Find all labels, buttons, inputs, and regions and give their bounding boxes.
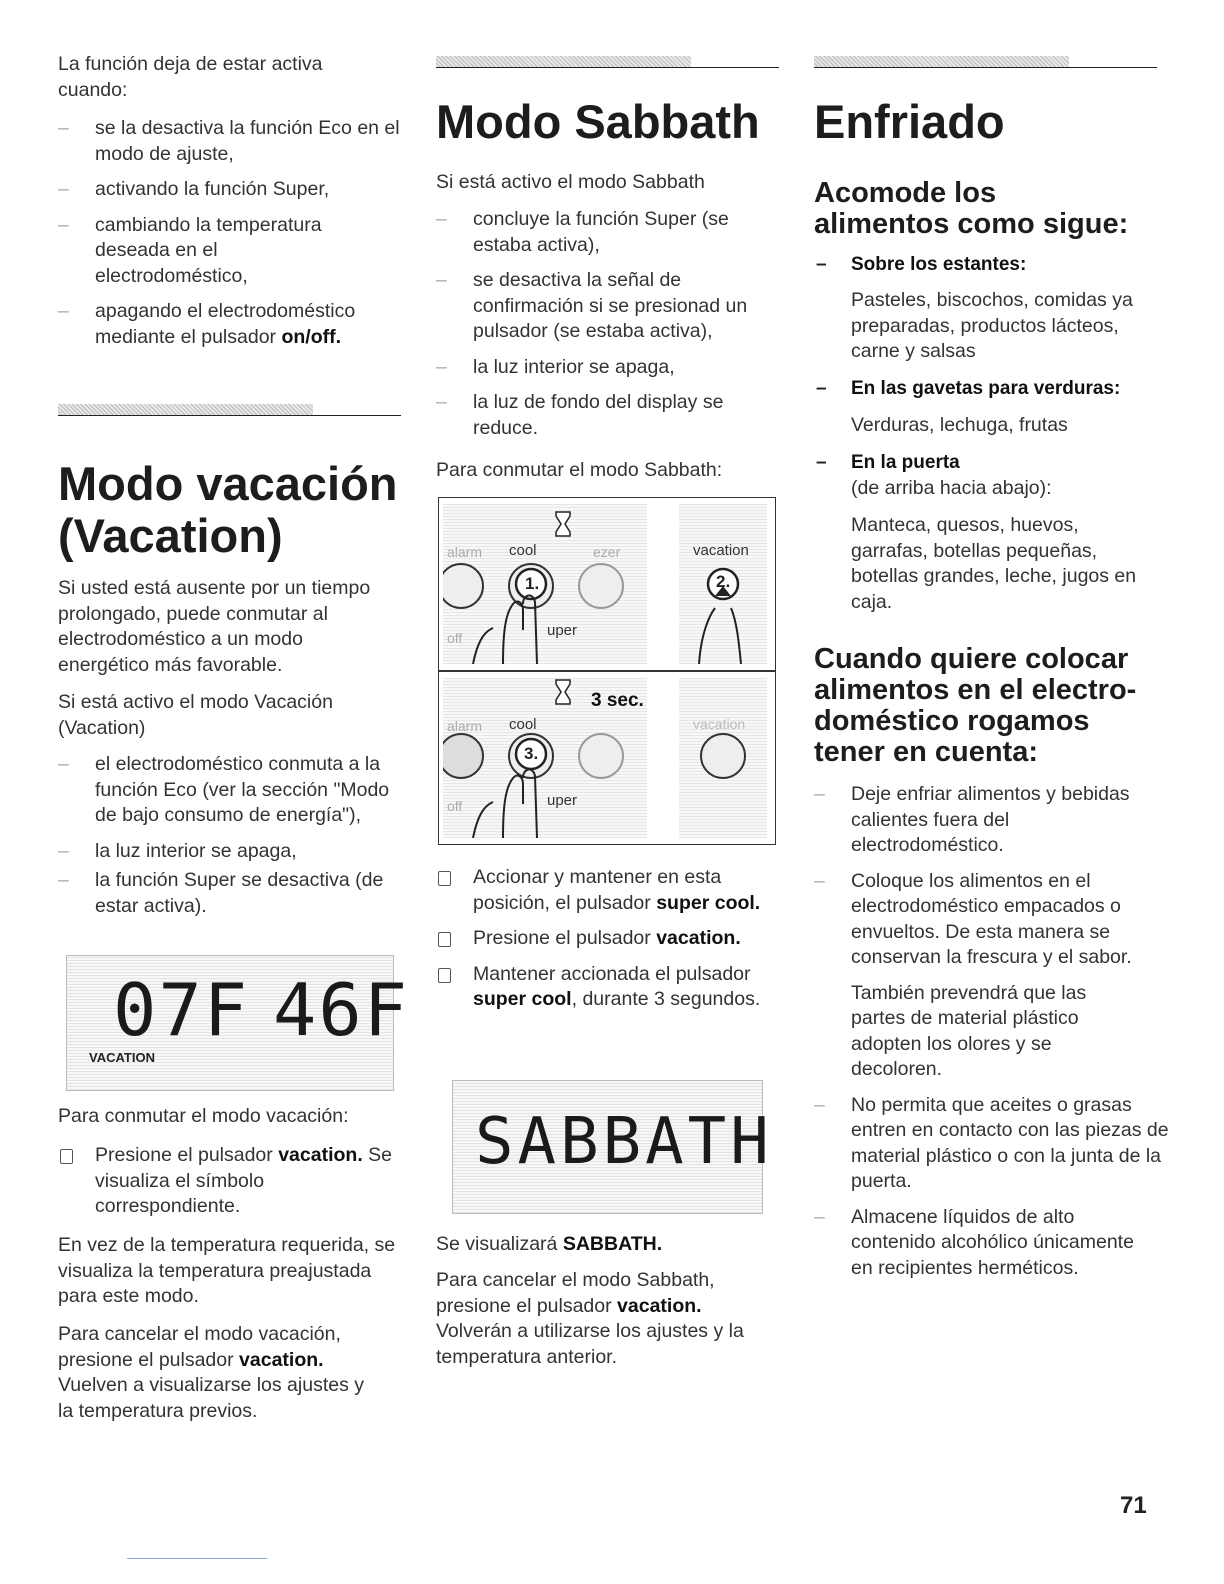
label-super: uper <box>547 622 578 639</box>
cancel-text: Para cancelar el modo vacación, presione el pulsador vacation. Vuelven a visualizarse los ajustes y la temperatura previos. <box>58 1323 365 1422</box>
list-item: – la luz interior se apaga, <box>58 839 297 862</box>
list-item: – la función Super se desactiva (de estar activa). <box>58 869 384 917</box>
drawers-text: Verduras, lechuga, frutas <box>851 414 1068 436</box>
shelves-text: Pasteles, biscochos, comidas ya preparadas, productos lácteos, carne y salsas <box>851 289 1133 362</box>
hand-press-icon <box>443 504 647 664</box>
vacation-list <box>58 752 403 919</box>
list-item: – Coloque los alimentos en el electrodoméstico empacados o envueltos. De esta manera se conservan la frescura y el sabor. <box>814 869 1132 968</box>
shown-text: Se visualizará SABBATH. <box>436 1233 663 1255</box>
step-2-label: 2. <box>716 572 731 591</box>
label-alarm: alarm <box>447 544 483 560</box>
deactivation-list <box>58 116 403 350</box>
vacation-heading: Modo vacación (Vacation) <box>58 457 398 562</box>
panel-right-top <box>679 504 767 664</box>
sabbath-list <box>436 207 781 441</box>
step-item: Accionar y mantener en esta posición, el pulsador super cool. <box>436 865 773 916</box>
display-temp-freezer: 07F <box>113 968 250 1052</box>
sabbath-display <box>452 1080 773 1214</box>
sabbath-active: Si está activo el modo Sabbath <box>436 171 705 193</box>
label-alarm: alarm <box>447 718 483 734</box>
list-item: – Almacene líquidos de alto contenido alcohólico únicamente en recipientes herméticos. <box>814 1205 1134 1279</box>
display-vacation-label: VACATION <box>89 1050 155 1065</box>
label-vacation: vacation <box>693 716 746 732</box>
sabbath-heading: Modo Sabbath <box>436 95 760 148</box>
list-item: – se desactiva la señal de confirmación si se presionad un pulsador (se estaba activa), <box>436 269 748 342</box>
list-item: – cambiando la temperatura deseada en el electrodoméstico, <box>58 213 322 287</box>
step-item: Mantener accionada el pulsador super cool, durante 3 segundos. <box>436 962 783 1013</box>
arrange-heading: Acomode los alimentos como sigue: <box>814 177 1129 240</box>
panel-left-top <box>443 504 647 664</box>
list-item: – se la desactiva la función Eco en el modo de ajuste, <box>58 117 400 165</box>
list-item: – el electrodoméstico conmuta a la función Eco (ver la sección "Modo de bajo consumo de energía"), <box>58 753 390 826</box>
step-item: Presione el pulsador vacation. Se visualiza el símbolo correspondiente. <box>58 1143 405 1220</box>
list-item: – Deje enfriar alimentos y bebidas calientes fuera del electrodoméstico. <box>814 783 1130 856</box>
door-title: – En la puerta <box>816 452 960 473</box>
panel-left-bottom <box>443 678 647 838</box>
section-rule <box>814 56 1157 70</box>
label-cool: cool <box>509 716 537 733</box>
footer-line <box>127 1558 267 1559</box>
switch-label: Para conmutar el modo vacación: <box>58 1105 349 1127</box>
shelves-title: – Sobre los estantes: <box>816 254 1027 275</box>
door-note: (de arriba hacia abajo): <box>851 477 1052 499</box>
step-1-label: 1. <box>525 574 540 593</box>
drawers-title: – En las gavetas para verduras: <box>816 378 1121 399</box>
list-item: – activando la función Super, <box>58 178 330 200</box>
sabbath-switch-label: Para conmutar el modo Sabbath: <box>436 459 723 481</box>
sabbath-figure <box>438 497 776 845</box>
door-text: Manteca, quesos, huevos, garrafas, botellas pequeñas, botellas grandes, leche, jugos en caja. <box>851 514 1137 613</box>
list-item: – apagando el electrodoméstico mediante el pulsador on/off. <box>58 300 356 348</box>
step-3-label: 3. <box>524 744 539 763</box>
section-rule <box>436 56 779 70</box>
label-super: uper <box>547 792 578 809</box>
vacation-intro: Si usted está ausente por un tiempo prolongado, puede conmutar al electrodoméstico a un modo energético más favorable. <box>58 577 371 676</box>
label-vacation: vacation <box>693 542 749 559</box>
vacation-active: Si está activo el modo Vacación (Vacation) <box>58 691 333 739</box>
hold-duration-label: 3 sec. <box>591 690 644 711</box>
intro-text: La función deja de estar activa cuando: <box>58 53 323 101</box>
display-sabbath: SABBATH <box>475 1105 773 1179</box>
also-text: También prevendrá que las partes de material plástico adopten los olores y se decoloren. <box>851 981 1087 1080</box>
section-rule <box>58 404 401 418</box>
sabbath-steps <box>436 865 781 1013</box>
cooling-heading: Enfriado <box>814 95 1005 148</box>
list-item: – la luz de fondo del display se reduce. <box>436 391 724 439</box>
page-number: 71 <box>1120 1492 1147 1519</box>
placing-list <box>814 782 1169 1281</box>
vacation-display <box>66 955 410 1091</box>
list-item: – No permita que aceites o grasas entren en contacto con las piezas de material plástico o con la junta de la puerta. <box>814 1093 1169 1192</box>
step-item: Presione el pulsador vacation. <box>436 926 781 952</box>
label-off: off <box>447 630 463 646</box>
placing-heading: Cuando quiere colocar alimentos en el electro- doméstico rogamos tener en cuenta: <box>814 643 1137 768</box>
list-item: – concluye la función Super (se estaba activa), <box>436 208 729 256</box>
label-off: off <box>447 798 463 814</box>
sabbath-cancel: Para cancelar el modo Sabbath, presione el pulsador vacation. Volverán a utilizarse los ajustes y la temperatura anterior. <box>436 1269 744 1368</box>
label-freezer: ezer <box>593 544 621 560</box>
display-temp-fridge: 46F <box>273 968 410 1052</box>
vacation-button-icon <box>679 678 767 838</box>
panel-right-bottom <box>679 678 767 838</box>
label-cool: cool <box>509 542 537 559</box>
list-item: – la luz interior se apaga, <box>436 355 675 378</box>
instead-text: En vez de la temperatura requerida, se visualiza la temperatura preajustada para este modo. <box>58 1234 396 1307</box>
